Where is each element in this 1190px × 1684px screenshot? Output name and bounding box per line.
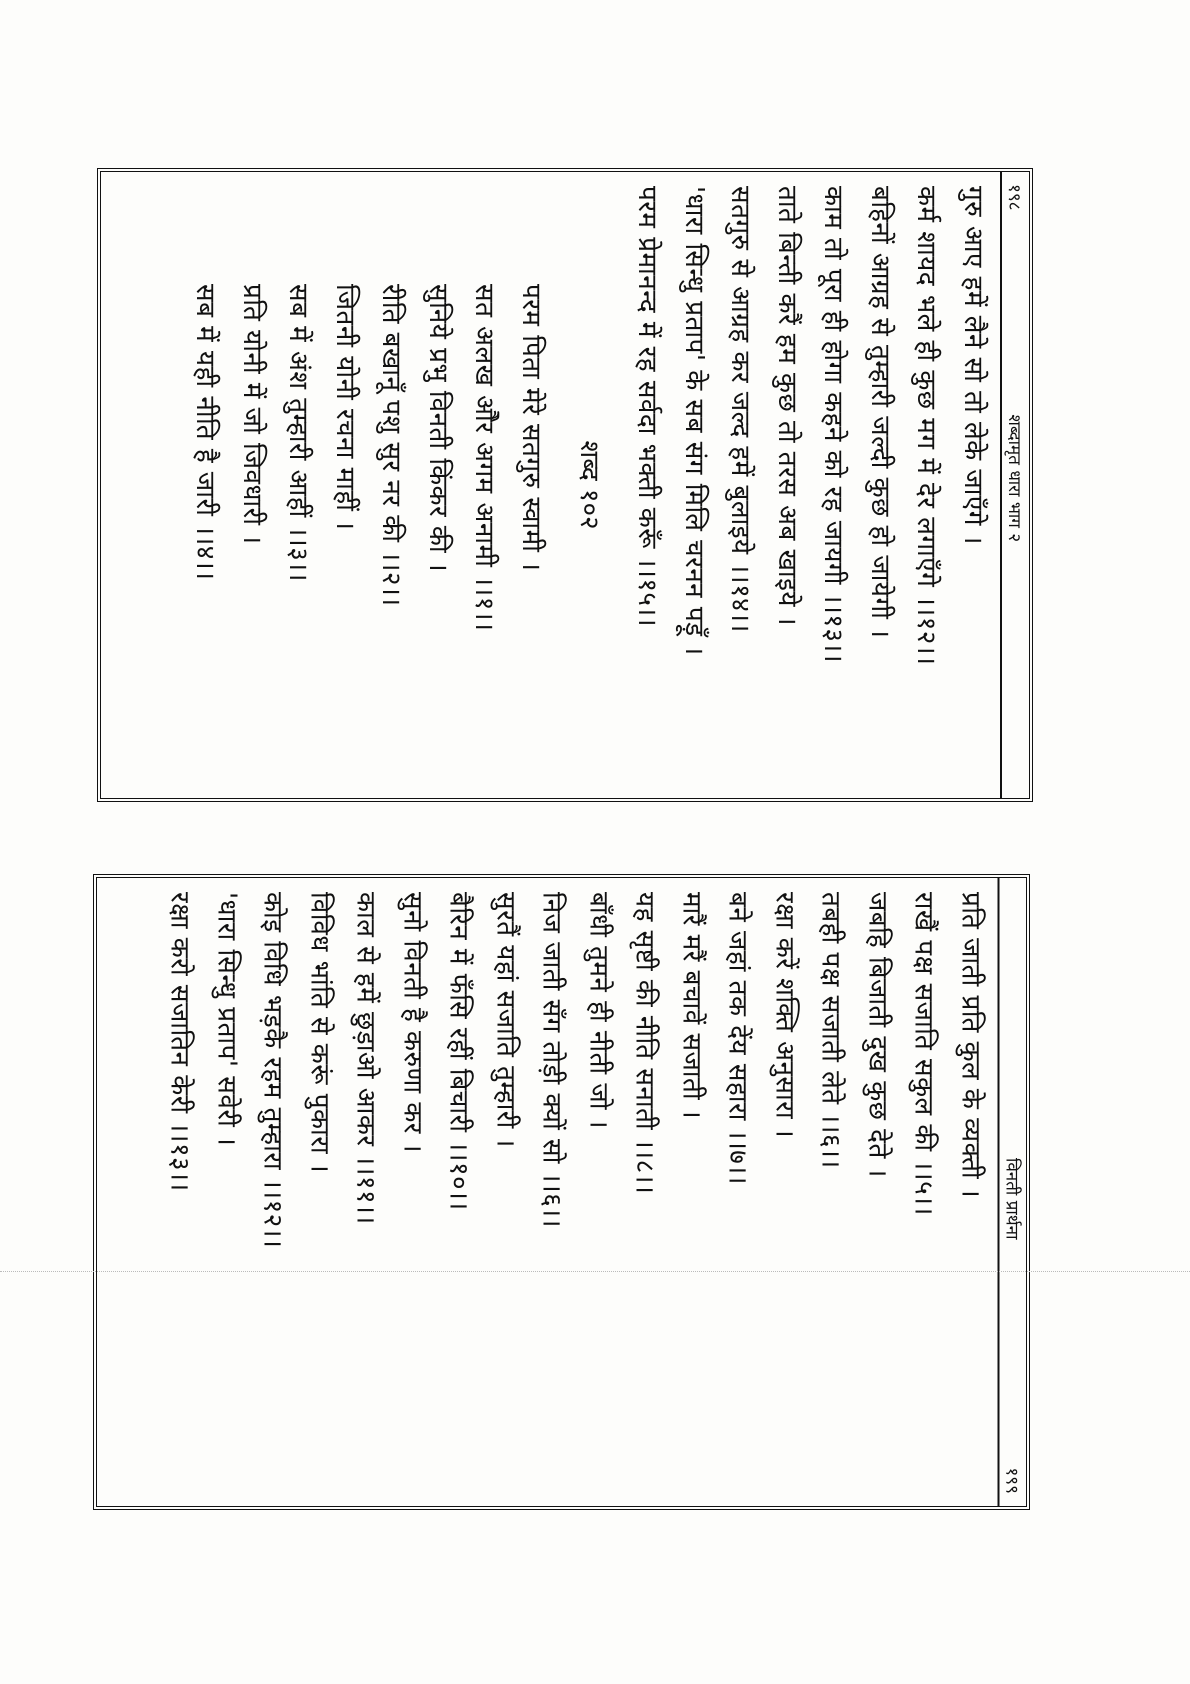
text-line: सतगुरु से आग्रह कर जल्द हमें बुलाइये ।।१४।। xyxy=(725,186,756,633)
text-line: गुरु आए हमें लैने सो तो लेके जाएँगे । xyxy=(958,186,988,546)
text-line: 'धारा सिन्धु प्रताप' के सब संग मिलि चरनन पड़ूँ । xyxy=(679,186,709,656)
verse-block xyxy=(182,172,554,798)
scan-fold-line xyxy=(0,1271,1190,1272)
page-number: १९८ xyxy=(1004,184,1024,211)
text-line: काल से हमें छुड़ाओ आकर ।।११।। xyxy=(350,892,381,1225)
header-title: विनती प्रार्थना xyxy=(1001,1157,1021,1240)
text-block xyxy=(624,172,1000,798)
bottom-page xyxy=(93,874,1030,1510)
text-line: तबही पक्ष सजाती लेते ।।६।। xyxy=(815,892,846,1169)
verse-line: सुनिये प्रभु विनती किंकर की । xyxy=(423,284,453,573)
text-line: बैरिन में फँसि रहीं बिचारी ।।१०।। xyxy=(443,892,474,1211)
text-line: 'धारा सिन्धु प्रताप' सवेरी । xyxy=(211,892,241,1147)
verse-line: रीति बखानूँ पशु सुर नर की ।।२।। xyxy=(376,284,407,607)
page-header xyxy=(997,878,1026,1506)
text-line: ताते बिन्ती करैं हम कुछ तो तरस अब खाइये । xyxy=(772,186,802,627)
page-number: १९९ xyxy=(1001,1467,1021,1494)
text-line: बने जहां तक देंय सहारा ।।७।। xyxy=(722,892,753,1186)
text-line: सुनो विनती है करुणा कर । xyxy=(397,892,427,1154)
verse-line: जितनी योनी रचना माहीं । xyxy=(330,284,360,531)
verse-line: सत अलख औेर अगम अनामी ।।१।। xyxy=(469,284,500,632)
text-line: बाँधी तुमने ही नीती जो । xyxy=(583,892,613,1130)
text-line: निज जाती सँग तोड़ी क्यों सो ।।६।। xyxy=(536,892,567,1229)
text-block xyxy=(156,878,997,1506)
top-page xyxy=(97,168,1033,802)
verse-line: प्रति योनी में जो जिवधारी । xyxy=(237,284,267,545)
text-line: जबहि बिजाती दुख कुछ देते । xyxy=(862,892,892,1178)
text-line: रक्षा करो सजातिन केरी ।।१३।। xyxy=(164,892,195,1192)
header-title: शब्दामृत धारा भाग २ xyxy=(1004,414,1024,543)
text-line: परम प्रेमानन्द में रह सर्वदा भक्ती करूँ ।।१५।। xyxy=(632,186,663,628)
verse-line: परम पिता मेरे सतगुरु स्वामी । xyxy=(516,284,546,572)
text-line: राखैं पक्ष सजाति सकुल की ।।५।। xyxy=(908,892,939,1216)
page-header xyxy=(1000,172,1029,798)
text-line: सुरतैं यहां सजाति तुम्हारी । xyxy=(490,892,520,1148)
text-line: विविध भांति से करूं पुकारा । xyxy=(304,892,334,1174)
verse-line: सब में अंश तुम्हारी आहीं ।।३।। xyxy=(283,284,314,582)
text-line: प्रति जाती प्रति कुल के व्यक्ती । xyxy=(955,892,985,1199)
text-line: कोइ विधि भड़कै रहम तुम्हारा ।।१२।। xyxy=(257,892,288,1249)
text-line: कर्म शायद भले ही कुछ मग में देर लगाएँगे ।।१२।। xyxy=(911,186,942,666)
section-heading: शब्द १०२ xyxy=(574,440,604,530)
text-line: बहिनों आग्रह से तुम्हारी जल्दी कुछ हो जायेगी । xyxy=(865,186,895,639)
text-line: काम तो पूरा ही होगा कहने को रह जायगी ।।१३।। xyxy=(818,186,849,664)
text-line: यह सृष्टी की नीति सनाती ।।८।। xyxy=(629,892,660,1195)
text-line: रक्षा करें शक्ति अनुसारा । xyxy=(769,892,799,1139)
verse-line: सब में यही नीति है जारी ।।४।। xyxy=(190,284,221,581)
text-line: मारैं मरैं बचावें सजाती । xyxy=(676,892,706,1120)
